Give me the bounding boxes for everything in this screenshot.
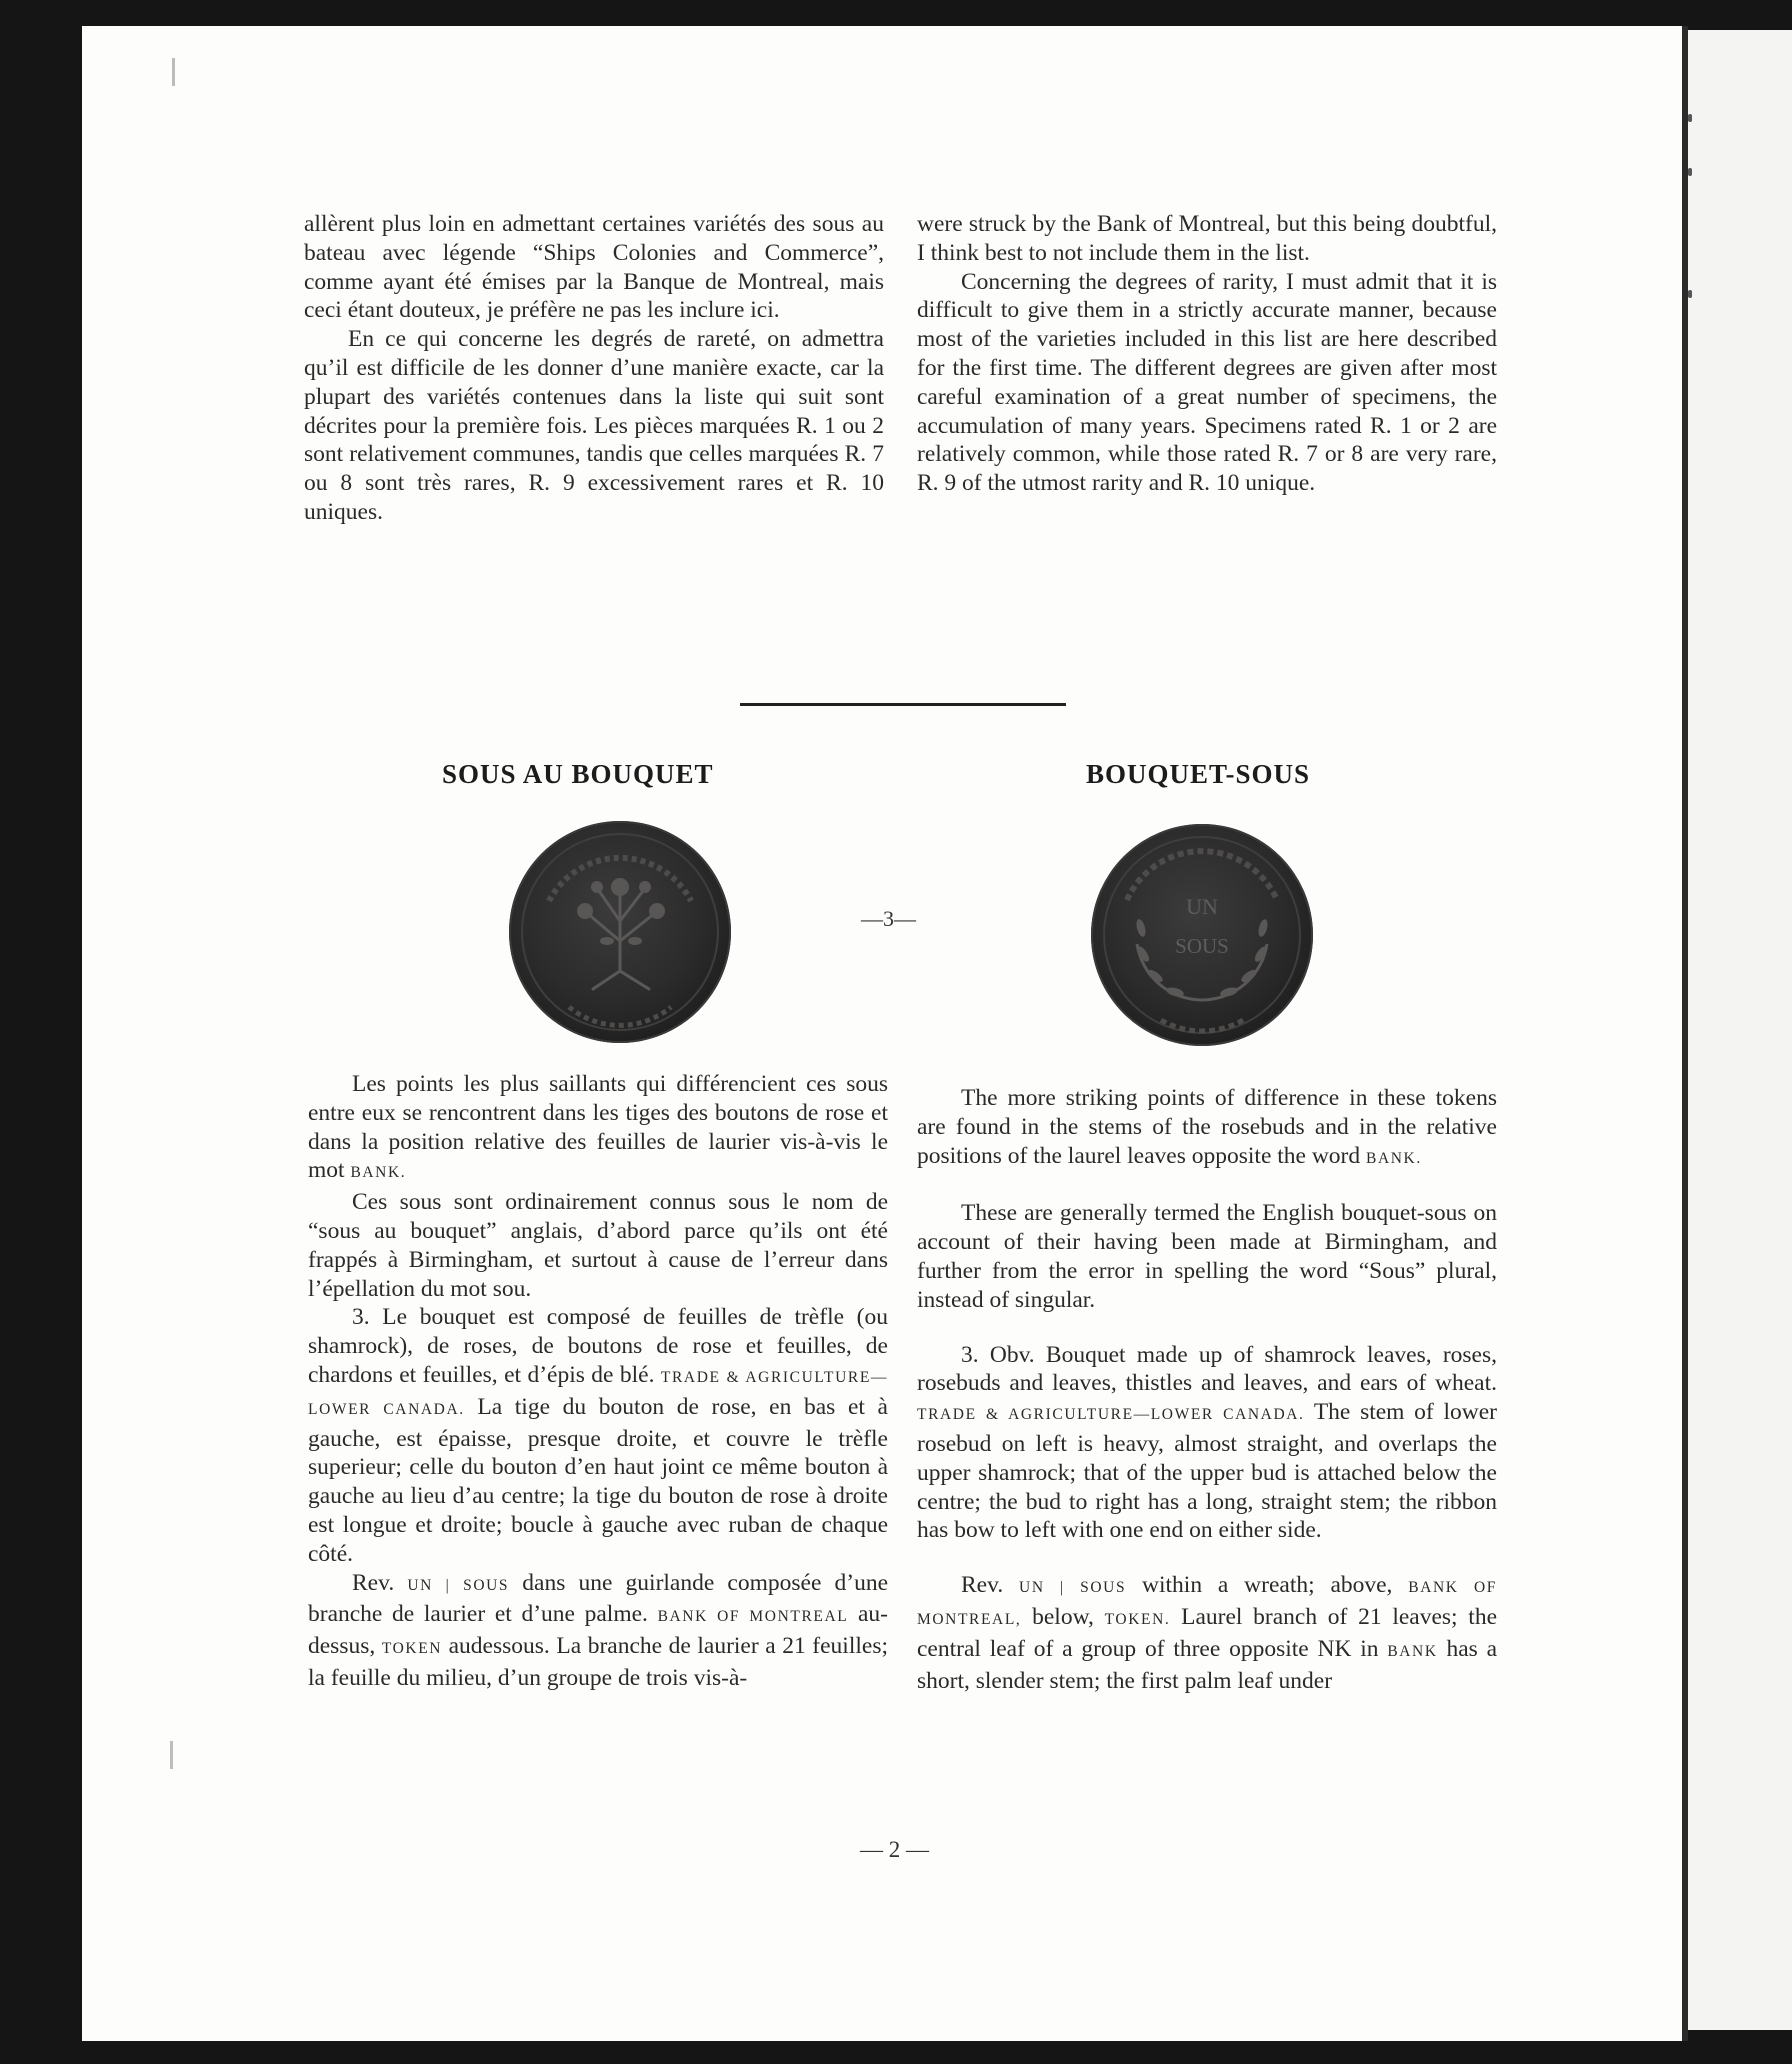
french-paragraph-2: Ces sous sont ordinairement connus sous le nom de “sous au bouquet” anglais, d’abord parce qu’ils ont été frappés à Birmingham, et surtout à cause de l’erreur dans l’épellation du mot sou.	[308, 1189, 888, 1302]
english-paragraph-4d: Laurel branch of 21 leaves; the central leaf of a group of three opposite NK in	[917, 1603, 1498, 1662]
english-legend-un-sous: UN | SOUS	[1019, 1579, 1127, 1597]
french-paragraph-1	[308, 1070, 888, 1188]
french-paragraph-4d: audessous. La branche de laurier a 21 feuilles; la feuille du milieu, d’un groupe de trois vis-à-	[308, 1633, 889, 1691]
page-speck	[1688, 168, 1692, 176]
intro-english-paragraph-1: were struck by the Bank of Montreal, but this being doubtful, I think best to not include them in the list.	[917, 211, 1497, 266]
french-paragraph-4a: Rev.	[352, 1569, 395, 1596]
french-legend-un-sous: UN | SOUS	[407, 1576, 510, 1594]
english-paragraph-4c: below,	[1032, 1603, 1094, 1630]
english-paragraph-4	[917, 1571, 1497, 1695]
french-paragraph-3	[308, 1303, 888, 1568]
french-legend-token: TOKEN	[381, 1640, 443, 1658]
english-paragraph-4a: Rev.	[961, 1572, 1004, 1599]
french-paragraph-1-text: Les points les plus saillants qui différencient ces sous entre eux se rencontrent dans les tiges des boutons de rose et dans la position relative des feuilles de laurier vis-à-vis le mot	[308, 1071, 888, 1184]
french-paragraph-4b: dans une guirlande composée d’une branche de laurier et d’une palme.	[308, 1569, 889, 1628]
description-french-column	[308, 1070, 888, 1693]
section-heading-french: SOUS AU BOUQUET	[442, 759, 714, 789]
adjacent-page-edge	[1688, 30, 1792, 2030]
english-word-bank-2: BANK	[1387, 1642, 1438, 1660]
english-paragraph-4b: within a wreath; above,	[1142, 1572, 1393, 1599]
book-page	[82, 26, 1682, 2041]
french-legend-bank: BANK OF MONTREAL	[657, 1608, 849, 1626]
intro-french-paragraph-2: En ce qui concerne les degrés de rareté, on admettra qu’il est difficile de les donner d’une manière exacte, car la plupart des variétés contenues dans la liste qui suit sont décrites pour la première fois. Les pièces marquées R. 1 ou 2 sont relativement communes, tandis que celles marquées R. 7 ou 8 sont très rares, R. 9 excessivement rares et R. 10 uniques.	[304, 326, 884, 525]
french-legend-trade: TRADE & AGRICULTURE—LOWER CANADA.	[308, 1368, 889, 1418]
coin-reverse-line-2: SOUS	[1175, 934, 1229, 958]
french-word-bank: BANK.	[350, 1164, 407, 1182]
intro-english-column	[917, 210, 1497, 498]
french-paragraph-4	[308, 1569, 888, 1693]
french-paragraph-4c: au-dessus,	[308, 1601, 888, 1660]
page-edge-mark	[172, 58, 175, 86]
french-paragraph-3a: 3. Le bouquet est composé de feuilles de trèfle (ou shamrock), de roses, de boutons de rose et feuilles, de chardons et feuilles, et d’épis de blé.	[308, 1304, 888, 1388]
page-edge-mark	[170, 1741, 173, 1769]
english-paragraph-4e: has a short, slender stem; the first palm leaf under	[917, 1635, 1498, 1694]
section-heading-english: BOUQUET-SOUS	[1086, 759, 1311, 789]
english-paragraph-3a: 3. Obv. Bouquet made up of shamrock leaves, roses, rosebuds and leaves, thistles and leaves, and ears of wheat.	[917, 1341, 1497, 1397]
plate-number: —3—	[861, 906, 916, 931]
page-number: — 2 —	[860, 1837, 929, 1862]
english-legend-token: TOKEN.	[1104, 1610, 1171, 1628]
page-speck	[1688, 114, 1692, 122]
french-paragraph-3b: La tige du bouton de rose, en bas et à gauche, est épaisse, presque droite, et couvre le trèfle superieur; celle du bouton d’en haut joint ce même bouton à gauche au lieu d’au centre; la tige du bouton de rose à droite est longue et droite; boucle à gauche avec ruban de chaque côté.	[308, 1393, 888, 1567]
intro-french-column	[304, 210, 884, 527]
english-paragraph-3b: The stem of lower rosebud on left is heavy, almost straight, and overlaps the upper shamrock; that of the upper bud is attached below the centre; the bud to right has a long, straight stem; the ribbon has bow to left with one end on either side.	[917, 1399, 1497, 1544]
bouquet-motif-icon	[509, 821, 731, 1043]
english-paragraph-3	[917, 1341, 1497, 1546]
english-word-bank: BANK.	[1366, 1149, 1422, 1167]
intro-french-paragraph-1: allèrent plus loin en admettant certaines variétés des sous au bateau avec légende “Ships Colonies and Commerce”, comme ayant été émises par la Banque de Montreal, mais ceci étant douteux, je préfère ne pas les inclure ici.	[304, 211, 884, 324]
coin-obverse-image	[509, 821, 731, 1043]
english-legend-trade: TRADE & AGRICULTURE—LOWER CANADA.	[917, 1406, 1305, 1424]
english-paragraph-2: These are generally termed the English bouquet-sous on account of their having been made at Birmingham, and further from the error in spelling the word “Sous” plural, instead of singular.	[917, 1200, 1497, 1313]
description-english-column	[917, 1084, 1497, 1695]
page-speck	[1688, 290, 1692, 298]
english-legend-bank: BANK OF MONTREAL,	[917, 1579, 1498, 1628]
section-divider	[740, 703, 1066, 706]
intro-english-paragraph-2: Concerning the degrees of rarity, I must admit that it is difficult to give them in a strictly accurate manner, because most of the varieties included in this list are here described for the first time. The different degrees are given after most careful examination of a great number of specimens, the accumulation of many years. Specimens rated R. 1 or 2 are relatively common, while those rated R. 7 or 8 are very rare, R. 9 of the utmost rarity and R. 10 unique.	[917, 268, 1497, 497]
english-paragraph-1-text: The more striking points of difference in these tokens are found in the stems of the rosebuds and in the relative positions of the laurel leaves opposite the word	[917, 1085, 1497, 1169]
coin-reverse-image	[1091, 824, 1313, 1046]
english-paragraph-1	[917, 1084, 1497, 1173]
coin-reverse-line-1: UN	[1186, 894, 1218, 919]
